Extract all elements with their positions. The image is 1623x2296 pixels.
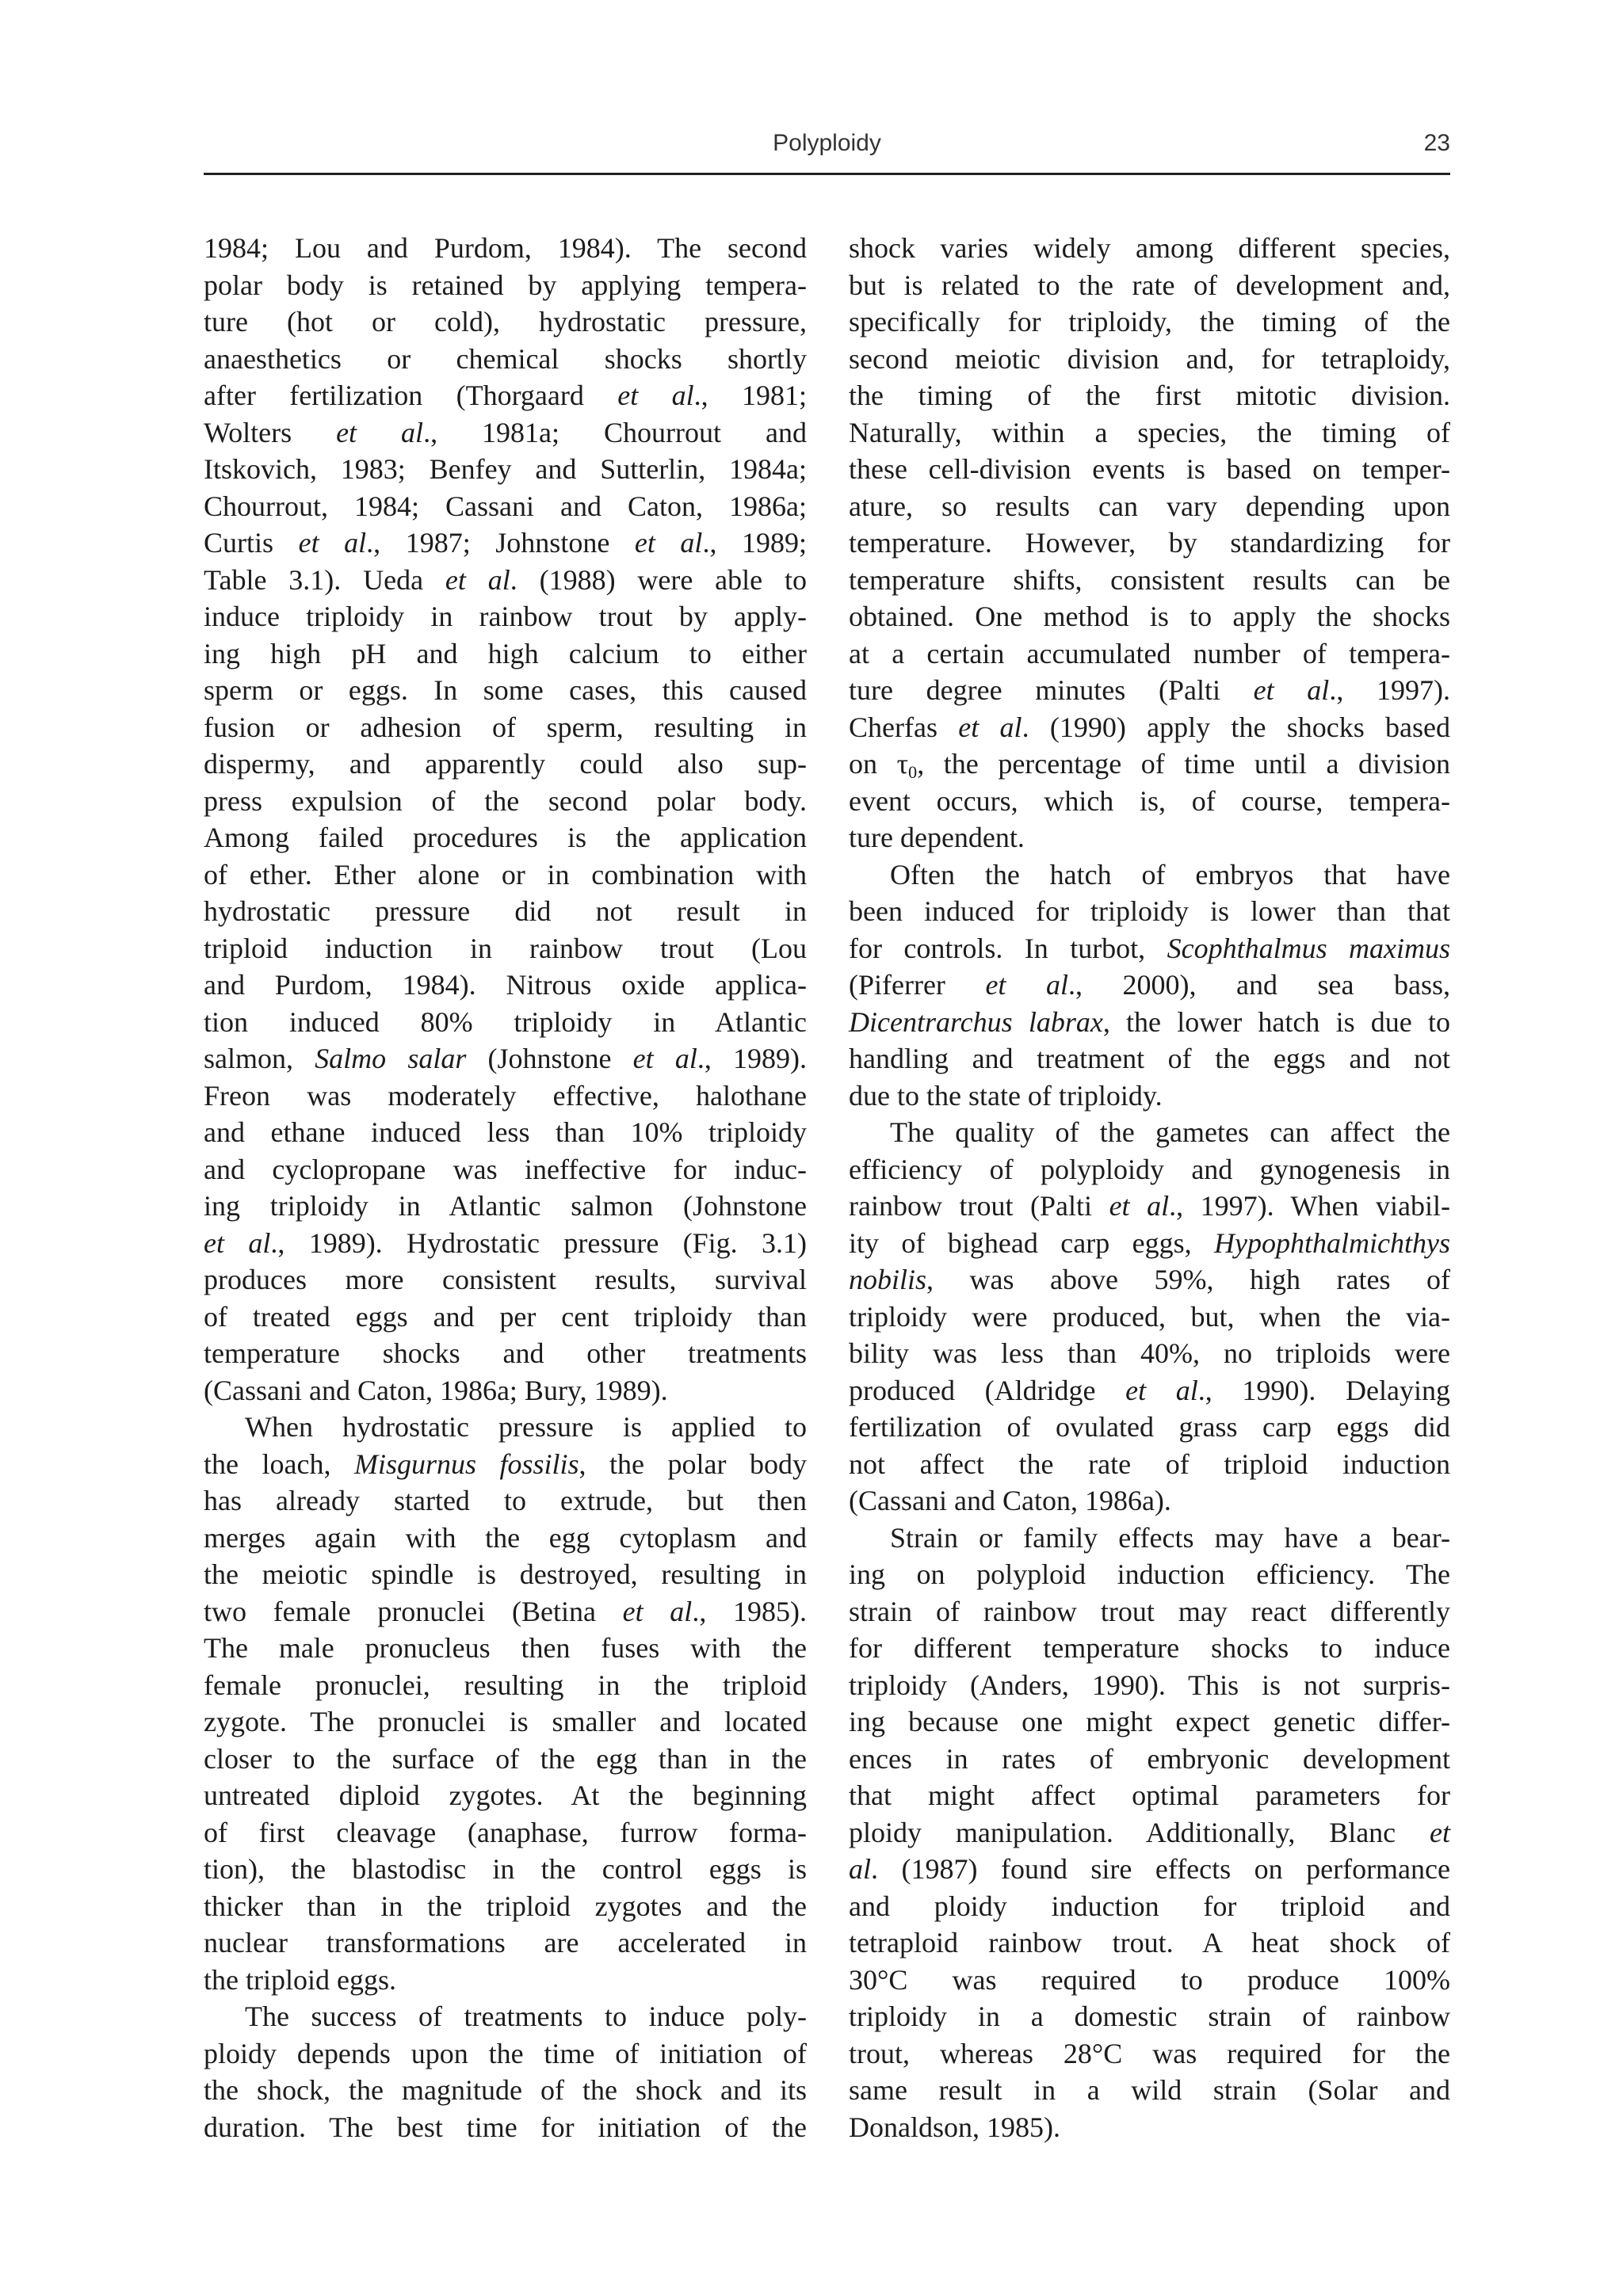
text-run: triploid induction in rainbow trout (Lou (204, 932, 807, 964)
text-run: ., 1985). (692, 1595, 807, 1627)
text-run: for different temperature shocks to induce (849, 1632, 1450, 1664)
text-line (849, 488, 1450, 525)
italic-run: et al (1253, 674, 1330, 706)
text-run: ture (hot or cold), hydrostatic pressure, (204, 306, 807, 338)
text-run: , the percentage of time until a division (917, 748, 1451, 780)
text-line (849, 1151, 1450, 1188)
text-line (204, 1741, 807, 1778)
text-line (849, 341, 1450, 378)
text-run: ences in rates of embryonic development (849, 1742, 1450, 1775)
text-run: The quality of the gametes can affect the (890, 1116, 1450, 1148)
italic-run: et al (985, 969, 1068, 1001)
text-line (849, 893, 1450, 930)
text-run: temperature shifts, consistent results can be (849, 563, 1450, 596)
header-rule (204, 173, 1450, 175)
italic-run: et al (204, 1226, 271, 1259)
text-run: ture dependent. (849, 822, 1025, 853)
text-line (849, 1593, 1450, 1630)
text-line (204, 1630, 807, 1667)
text-run: ., 1990). Delaying (1197, 1374, 1451, 1406)
text-run: Donaldson, 1985). (849, 2111, 1060, 2143)
text-run: tion), the blastodisc in the control eggs is (204, 1853, 807, 1885)
text-run: ity of bighead carp eggs, (849, 1226, 1215, 1259)
text-line (849, 1520, 1450, 1557)
text-run: salmon, (204, 1043, 315, 1074)
text-run: produced (Aldridge (849, 1374, 1126, 1406)
text-run: 1984; Lou and Purdom, 1984). The second (204, 232, 807, 264)
text-run: and cyclopropane was ineffective for induc- (204, 1153, 807, 1185)
text-line (849, 1225, 1450, 1262)
text-run: ., 1989). Hydrostatic pressure (Fig. 3.1) (270, 1226, 808, 1259)
text-line (849, 1703, 1450, 1741)
text-line (849, 819, 1450, 856)
italic-run: Hypophthalmichthys (1214, 1226, 1450, 1259)
text-line (204, 1924, 807, 1962)
text-line (204, 709, 807, 746)
text-run: female pronuclei, resulting in the triploid (204, 1669, 807, 1701)
text-line (849, 1667, 1450, 1704)
text-run: been induced for triploidy is lower than that (849, 895, 1450, 927)
text-run: obtained. One method is to apply the shocks (849, 601, 1450, 632)
text-run: but is related to the rate of development and, (849, 269, 1450, 301)
text-run: ing because one might expect genetic differ- (849, 1706, 1450, 1737)
italic-run: et al (336, 416, 424, 448)
text-run: When hydrostatic pressure is applied to (245, 1411, 807, 1443)
italic-run: et al (298, 527, 367, 559)
text-run: temperature. However, by standardizing for (849, 527, 1450, 559)
text-line (849, 1188, 1450, 1225)
text-line (204, 341, 807, 378)
text-line (204, 451, 807, 488)
text-run: ., 1997). When viabil- (1169, 1190, 1450, 1222)
text-run: polar body is retained by applying tempera- (204, 269, 807, 301)
text-line (849, 451, 1450, 488)
text-line (204, 488, 807, 525)
text-run: . (1990) apply the shocks based (1022, 711, 1450, 743)
text-run: fusion or adhesion of sperm, resulting in (204, 711, 807, 743)
text-line (849, 1299, 1450, 1336)
text-line (849, 1335, 1450, 1372)
page-header (204, 127, 1450, 162)
text-line (849, 746, 1450, 783)
italic-run: et al (622, 1595, 693, 1627)
text-line (849, 1409, 1450, 1446)
text-line (204, 1703, 807, 1741)
text-run: ., 1997). (1329, 674, 1450, 706)
text-run: strain of rainbow trout may react differently (849, 1595, 1450, 1627)
text-run: ture degree minutes (Palti (849, 674, 1254, 706)
text-line (204, 377, 807, 414)
text-run: handling and treatment of the eggs and not (849, 1043, 1450, 1074)
text-line (204, 1777, 807, 1814)
text-run: Curtis (204, 527, 299, 559)
text-run: , the lower hatch is due to (1102, 1005, 1451, 1038)
text-line (204, 1482, 807, 1520)
text-run: Wolters (204, 416, 337, 448)
text-run: ., 2000), and sea bass, (1067, 969, 1451, 1001)
text-line (204, 230, 807, 267)
text-run: ., 1987; Johnstone (366, 527, 635, 559)
text-run: ., 1989). (697, 1043, 807, 1074)
text-run: triploidy were produced, but, when the via- (849, 1300, 1450, 1333)
paragraph (849, 1520, 1450, 2146)
text-line (204, 1962, 807, 1999)
text-line (204, 1520, 807, 1557)
paragraph (849, 856, 1450, 1115)
text-line (849, 1004, 1450, 1041)
text-run: for controls. In turbot, (849, 932, 1167, 964)
text-line (204, 1188, 807, 1225)
text-line (849, 709, 1450, 746)
text-run: the timing of the first mitotic division. (849, 379, 1450, 411)
text-run: ., 1989; (702, 527, 808, 559)
text-line (204, 414, 807, 452)
text-run: press expulsion of the second polar body. (204, 784, 807, 817)
text-line (849, 635, 1450, 673)
text-run: the loach, (204, 1447, 354, 1480)
text-line (849, 2109, 1450, 2146)
text-run: specifically for triploidy, the timing of the (849, 306, 1450, 338)
text-line (204, 1372, 807, 1409)
text-line (204, 303, 807, 341)
left-column (204, 230, 807, 2145)
text-run: hydrostatic pressure did not result in (204, 895, 807, 927)
text-line (849, 1924, 1450, 1962)
italic-run: et al (445, 563, 510, 596)
text-line (849, 598, 1450, 635)
text-run: event occurs, which is, of course, tempera- (849, 784, 1450, 817)
text-line (204, 930, 807, 967)
subscript: 0 (908, 762, 918, 783)
italic-run: et al (1125, 1374, 1198, 1406)
text-line (204, 893, 807, 930)
text-run: of ether. Ether alone or in combination with (204, 858, 807, 891)
text-run: induce triploidy in rainbow trout by apply- (204, 601, 807, 632)
text-run: anaesthetics or chemical shocks shortly (204, 342, 807, 375)
text-run: tion induced 80% triploidy in Atlantic (204, 1005, 807, 1038)
text-line (204, 746, 807, 783)
text-run: efficiency of polyploidy and gynogenesis in (849, 1153, 1450, 1185)
text-line (849, 1446, 1450, 1483)
text-run: . (1987) found sire effects on performance (871, 1853, 1450, 1885)
text-run: ing triploidy in Atlantic salmon (Johnstone (204, 1190, 807, 1222)
text-run: ature, so results can vary depending upon (849, 490, 1450, 522)
text-run: (Johnstone (466, 1043, 633, 1074)
text-line (204, 2109, 807, 2146)
text-run: on τ (849, 748, 909, 780)
text-line (849, 1741, 1450, 1778)
text-run: ploidy manipulation. Additionally, Blanc (849, 1816, 1430, 1848)
text-line (849, 1114, 1450, 1151)
text-run: shock varies widely among different species, (849, 232, 1450, 264)
text-line (849, 1962, 1450, 1999)
text-run: Often the hatch of embryos that have (890, 858, 1450, 891)
text-line (204, 267, 807, 304)
text-line (849, 1998, 1450, 2035)
text-line (204, 1556, 807, 1593)
text-run: . (1988) were able to (510, 563, 807, 596)
text-run: second meiotic division and, for tetraploidy, (849, 342, 1450, 375)
text-run: Chourrout, 1984; Cassani and Caton, 1986a; (204, 490, 807, 522)
text-line (204, 1851, 807, 1888)
text-line (849, 2035, 1450, 2073)
italic-run: et al (617, 379, 694, 411)
text-line (849, 783, 1450, 820)
text-line (204, 1335, 807, 1372)
text-run: ploidy depends upon the time of initiation of (204, 2037, 807, 2069)
text-line (849, 1372, 1450, 1409)
italic-run: et al (634, 527, 703, 559)
text-line (204, 524, 807, 562)
text-run: zygote. The pronuclei is smaller and located (204, 1706, 807, 1737)
text-run: (Cassani and Caton, 1986a; Bury, 1989). (204, 1374, 668, 1406)
text-line (849, 1261, 1450, 1299)
text-run: and Purdom, 1984). Nitrous oxide applica- (204, 969, 807, 1001)
text-line (204, 1040, 807, 1077)
text-line (204, 1225, 807, 1262)
text-run: at a certain accumulated number of tempera- (849, 637, 1450, 669)
text-run: produces more consistent results, survival (204, 1264, 807, 1295)
text-line (204, 967, 807, 1004)
text-run: sperm or eggs. In some cases, this caused (204, 674, 807, 706)
text-line (204, 672, 807, 709)
text-run: the shock, the magnitude of the shock and its (204, 2074, 807, 2106)
text-line (849, 2072, 1450, 2109)
text-line (849, 230, 1450, 267)
text-run: ing high pH and high calcium to either (204, 637, 807, 669)
text-line (849, 1482, 1450, 1520)
text-run: tetraploid rainbow trout. A heat shock of (849, 1927, 1450, 1958)
text-line (849, 1851, 1450, 1888)
text-run: Cherfas (849, 711, 959, 743)
text-line (849, 967, 1450, 1004)
text-line (204, 819, 807, 856)
text-run: triploidy in a domestic strain of rainbow (849, 2000, 1450, 2032)
italic-run: Scophthalmus maximus (1167, 932, 1451, 964)
text-run: due to the state of triploidy. (849, 1079, 1163, 1112)
text-run: that might affect optimal parameters for (849, 1779, 1450, 1811)
text-line (204, 598, 807, 635)
text-run: after fertilization (Thorgaard (204, 379, 618, 411)
running-head: Polyploidy (773, 130, 881, 156)
text-run: Freon was moderately effective, halothane (204, 1079, 807, 1112)
text-run: the triploid eggs. (204, 1963, 396, 1996)
text-run: fertilization of ovulated grass carp eggs did (849, 1411, 1450, 1443)
text-line (849, 672, 1450, 709)
text-line (204, 1409, 807, 1446)
text-run: dispermy, and apparently could also sup- (204, 748, 807, 780)
text-run: closer to the surface of the egg than in the (204, 1742, 807, 1775)
paragraph (204, 230, 807, 1409)
text-line (849, 1888, 1450, 1925)
text-line (204, 1077, 807, 1115)
text-run: (Piferrer (849, 969, 986, 1001)
text-run: 30°C was required to produce 100% (849, 1963, 1450, 1996)
text-line (849, 1040, 1450, 1077)
italic-run: et (1430, 1816, 1450, 1848)
text-run: these cell-division events is based on temper- (849, 453, 1450, 485)
paragraph (204, 1409, 807, 1998)
text-run: Naturally, within a species, the timing of (849, 416, 1450, 448)
text-run: merges again with the egg cytoplasm and (204, 1521, 807, 1554)
italic-run: al (849, 1853, 872, 1885)
text-line (849, 1777, 1450, 1814)
text-line (204, 1998, 807, 2035)
text-run: Among failed procedures is the application (204, 822, 807, 853)
text-run: untreated diploid zygotes. At the beginning (204, 1779, 807, 1811)
text-line (849, 377, 1450, 414)
text-run: Itskovich, 1983; Benfey and Sutterlin, 1984a; (204, 453, 807, 485)
text-line (849, 414, 1450, 452)
text-run: , the polar body (579, 1447, 807, 1480)
italic-run: Misgurnus fossilis (353, 1447, 579, 1480)
text-run: The male pronucleus then fuses with the (204, 1632, 807, 1664)
paragraph (204, 1998, 807, 2145)
text-run: , was above 59%, high rates of (926, 1264, 1450, 1295)
italic-run: nobilis (849, 1264, 927, 1295)
text-run: Strain or family effects may have a bear- (890, 1521, 1450, 1554)
text-run: not affect the rate of triploid induction (849, 1447, 1450, 1480)
text-line (204, 1667, 807, 1704)
page-number: 23 (1423, 130, 1450, 156)
text-line (204, 1114, 807, 1151)
text-line (204, 1261, 807, 1299)
text-run: and ethane induced less than 10% triploidy (204, 1116, 807, 1148)
text-run: duration. The best time for initiation of the (204, 2111, 807, 2143)
text-run: the meiotic spindle is destroyed, resulting in (204, 1558, 807, 1590)
text-line (849, 1556, 1450, 1593)
text-run: has already started to extrude, but then (204, 1485, 807, 1516)
text-run: of first cleavage (anaphase, furrow forma- (204, 1816, 807, 1848)
text-run: ., 1981a; Chourrout and (423, 416, 808, 448)
italic-run: Salmo salar (315, 1043, 467, 1074)
text-line (204, 2035, 807, 2073)
text-run: and ploidy induction for triploid and (849, 1890, 1450, 1922)
paragraph (849, 230, 1450, 856)
text-run: rainbow trout (Palti (849, 1190, 1109, 1222)
text-line (204, 856, 807, 894)
text-run: of treated eggs and per cent triploidy than (204, 1300, 807, 1333)
text-run: Table 3.1). Ueda (204, 563, 445, 596)
text-line (204, 1814, 807, 1852)
text-line (849, 1077, 1450, 1115)
text-run: thicker than in the triploid zygotes and the (204, 1890, 807, 1922)
text-run: ing on polyploid induction efficiency. The (849, 1558, 1450, 1590)
paragraph (849, 1114, 1450, 1520)
italic-run: et al (958, 711, 1022, 743)
italic-run: et al (632, 1043, 697, 1074)
italic-run: Dicentrarchus labrax (849, 1005, 1103, 1038)
text-line (204, 2072, 807, 2109)
text-line (849, 930, 1450, 967)
text-run: bility was less than 40%, no triploids were (849, 1337, 1450, 1369)
text-line (849, 267, 1450, 304)
text-line (204, 1888, 807, 1925)
text-line (204, 1151, 807, 1188)
text-line (849, 1814, 1450, 1852)
text-run: triploidy (Anders, 1990). This is not surpris- (849, 1669, 1450, 1701)
text-run: ., 1981; (693, 379, 807, 411)
right-column (849, 230, 1450, 2145)
text-line (204, 783, 807, 820)
text-line (849, 1630, 1450, 1667)
text-run: (Cassani and Caton, 1986a). (849, 1485, 1171, 1516)
text-run: nuclear transformations are accelerated in (204, 1927, 807, 1958)
text-line (849, 524, 1450, 562)
text-line (204, 1593, 807, 1630)
text-line (204, 1004, 807, 1041)
text-run: trout, whereas 28°C was required for the (849, 2037, 1450, 2069)
text-run: two female pronuclei (Betina (204, 1595, 623, 1627)
text-line (849, 856, 1450, 894)
text-run: same result in a wild strain (Solar and (849, 2074, 1450, 2106)
text-line (204, 635, 807, 673)
text-line (204, 562, 807, 599)
text-run: temperature shocks and other treatments (204, 1337, 807, 1369)
text-line (204, 1299, 807, 1336)
text-line (849, 562, 1450, 599)
text-run: The success of treatments to induce poly- (245, 2000, 807, 2032)
text-line (849, 303, 1450, 341)
text-line (204, 1446, 807, 1483)
italic-run: et al (1109, 1190, 1170, 1222)
